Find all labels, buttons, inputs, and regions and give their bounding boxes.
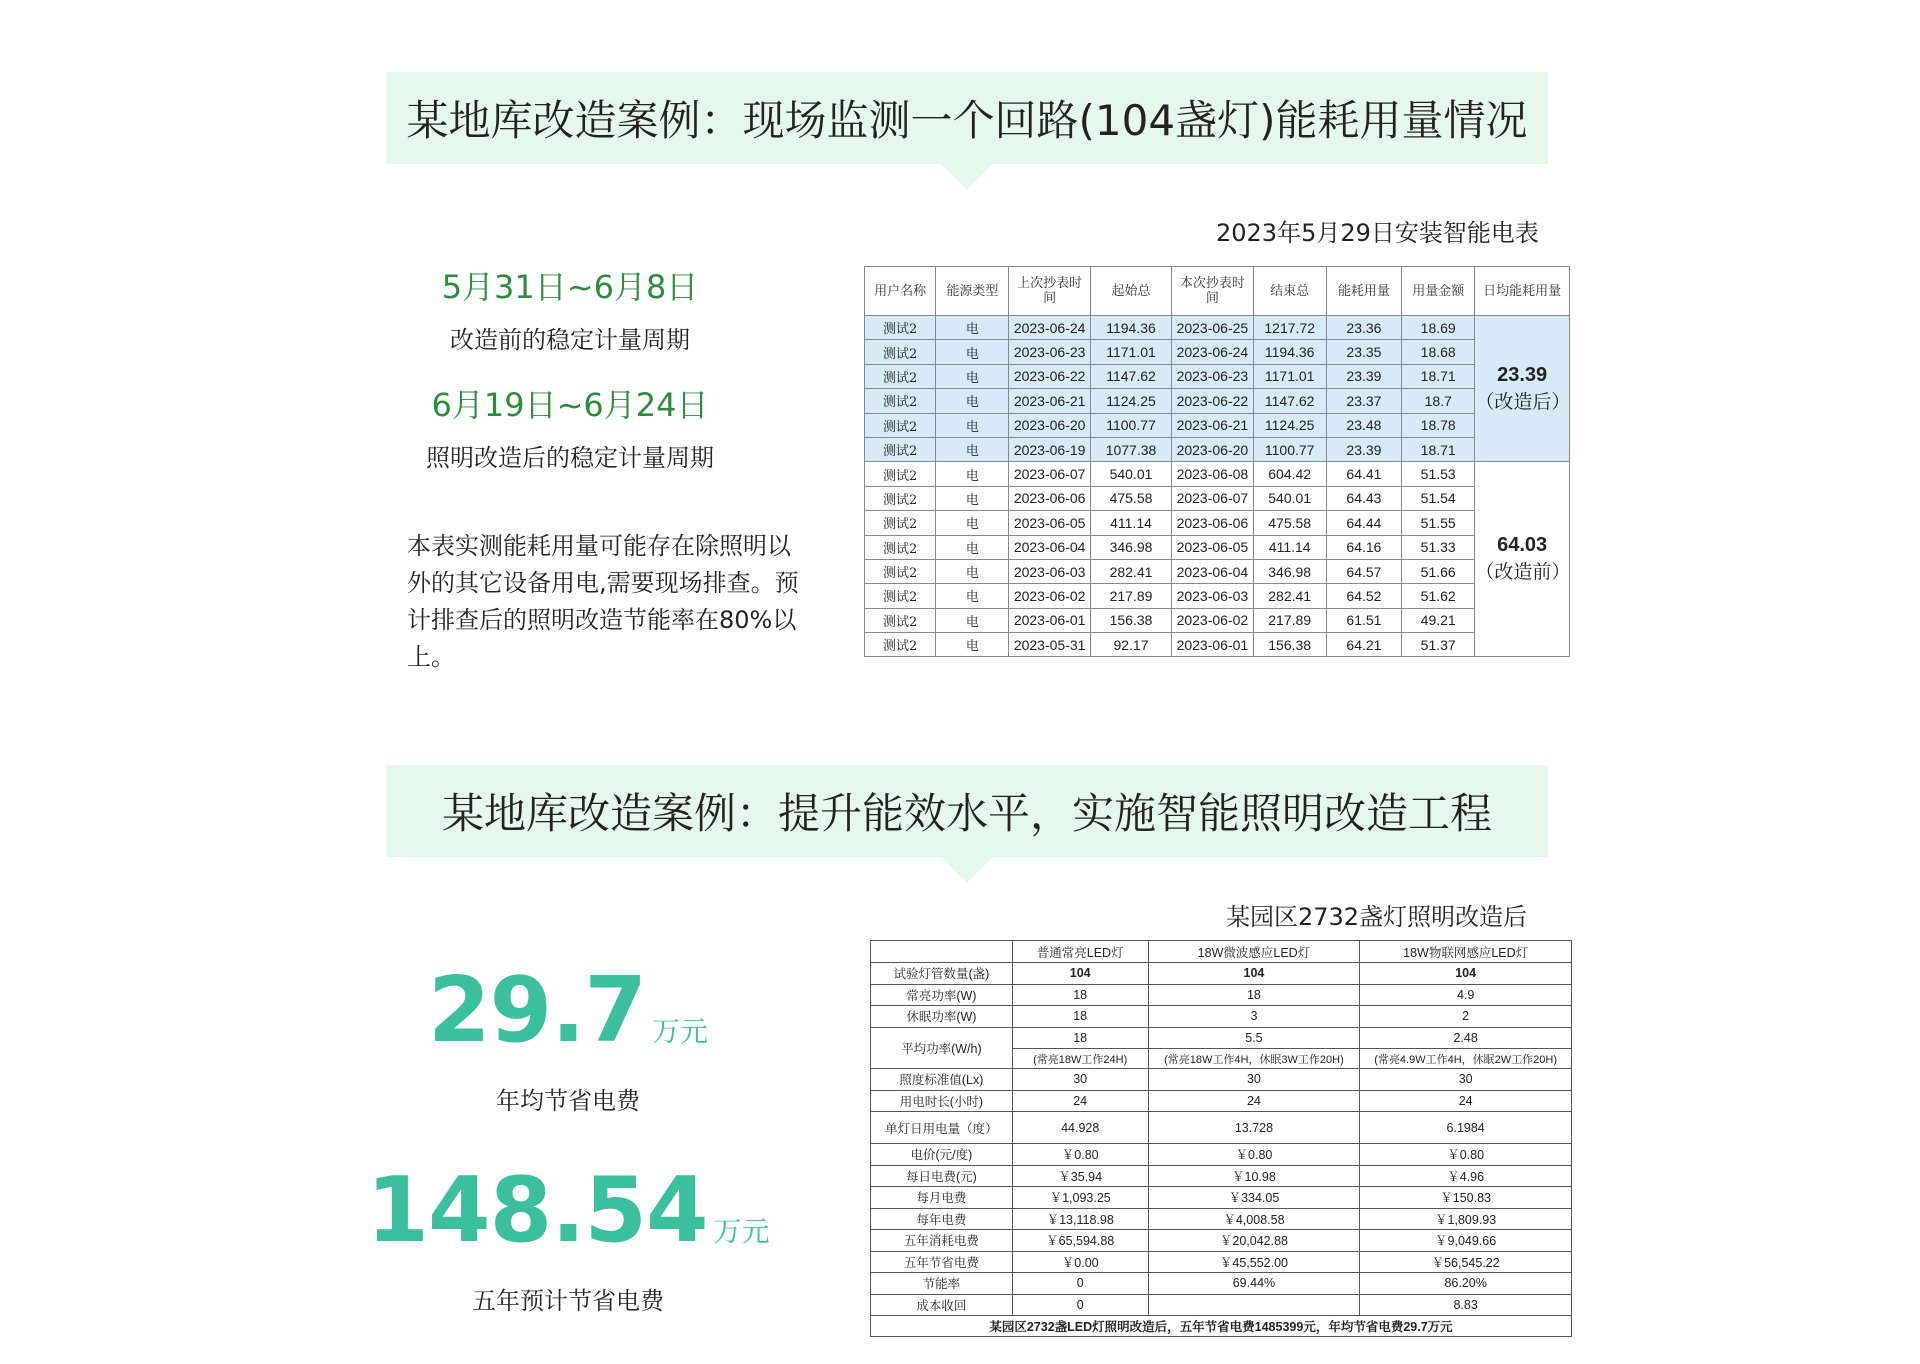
table-cell: 1171.01 (1090, 340, 1171, 364)
col-header: 普通常亮LED灯 (1012, 941, 1148, 963)
row-label: 电价(元/度) (871, 1144, 1013, 1166)
table-cell: 测试2 (865, 559, 936, 583)
period-after-desc: 照明改造后的稳定计量周期 (426, 444, 714, 472)
col-header: 18W微波感应LED灯 (1148, 941, 1360, 963)
table-cell: 23.39 (1326, 364, 1401, 388)
table-cell: ￥1,809.93 (1360, 1208, 1572, 1230)
table-row (865, 535, 1570, 559)
table-cell: 69.44% (1148, 1273, 1360, 1295)
row-label: 试验灯管数量(盏) (871, 963, 1013, 985)
annual-saving-label: 年均节省电费 (496, 1087, 640, 1115)
table-cell: ￥1,093.25 (1012, 1187, 1148, 1209)
table-cell: 2023-06-05 (1172, 535, 1253, 559)
table-cell: 64.41 (1326, 462, 1401, 486)
table-cell: 51.66 (1402, 559, 1475, 583)
table-row (865, 437, 1570, 461)
table-cell: 2023-06-01 (1172, 633, 1253, 657)
table-row (871, 1251, 1572, 1273)
period-before-desc: 改造前的稳定计量周期 (450, 326, 690, 354)
table-cell: 540.01 (1090, 462, 1171, 486)
table-cell: 2023-05-31 (1009, 633, 1090, 657)
table-cell: 104 (1360, 963, 1572, 985)
table-cell: 51.62 (1402, 584, 1475, 608)
table-cell: 5.5 (1148, 1027, 1360, 1049)
table-row (871, 1006, 1572, 1028)
daily-average-label: （改造前） (1475, 561, 1571, 584)
period-before-date: 5月31日~6月8日 (441, 268, 699, 306)
col-header: 用量金额 (1402, 267, 1475, 316)
table-cell: 2023-06-07 (1172, 486, 1253, 510)
table-cell: 104 (1148, 963, 1360, 985)
table-cell: 18.7 (1402, 389, 1475, 413)
table-row (865, 389, 1570, 413)
table-cell: 1194.36 (1090, 316, 1171, 340)
section1-title: 某地库改造案例：现场监测一个回路(104盏灯)能耗用量情况 (406, 96, 1528, 145)
table-cell: 电 (936, 340, 1009, 364)
table-cell: 540.01 (1253, 486, 1326, 510)
row-label: 每日电费(元) (871, 1165, 1013, 1187)
table-row (871, 984, 1572, 1006)
table-cell: 18.78 (1402, 413, 1475, 437)
table-row (871, 1069, 1572, 1091)
table-cell: 282.41 (1090, 559, 1171, 583)
daily-average-value: 23.39 (1497, 363, 1548, 386)
table-cell: 2023-06-01 (1009, 608, 1090, 632)
table-cell: 23.35 (1326, 340, 1401, 364)
table-row (871, 1187, 1572, 1209)
five-year-saving-label: 五年预计节省电费 (472, 1287, 664, 1315)
meter-reading-table (864, 266, 1570, 657)
col-header: 18W物联网感应LED灯 (1360, 941, 1572, 963)
annual-saving-unit: 万元 (652, 1015, 709, 1048)
table-row (871, 1273, 1572, 1295)
table-cell: ￥0.80 (1012, 1144, 1148, 1166)
col-header: 用户名称 (865, 267, 936, 316)
table-cell: 156.38 (1253, 633, 1326, 657)
table-cell: 64.57 (1326, 559, 1401, 583)
park-retrofit-caption: 某园区2732盏灯照明改造后 (1226, 903, 1528, 931)
table-cell: 18.71 (1402, 364, 1475, 388)
table-cell-note: (常亮18W工作4H，休眠3W工作20H) (1148, 1049, 1360, 1069)
table-cell: ￥334.05 (1148, 1187, 1360, 1209)
table-cell: 217.89 (1090, 584, 1171, 608)
table-cell: 2023-06-07 (1009, 462, 1090, 486)
table-cell: 2023-06-23 (1009, 340, 1090, 364)
table-cell: 64.16 (1326, 535, 1401, 559)
col-header: 日均能耗用量 (1475, 267, 1570, 316)
table-cell: 测试2 (865, 535, 936, 559)
table-cell: 475.58 (1090, 486, 1171, 510)
col-header: 能源类型 (936, 267, 1009, 316)
table-row (865, 462, 1570, 486)
table-cell: 2023-06-21 (1009, 389, 1090, 413)
table-cell: 92.17 (1090, 633, 1171, 657)
table-cell: 测试2 (865, 340, 936, 364)
table-row (865, 559, 1570, 583)
table-cell: 24 (1360, 1090, 1572, 1112)
section2-title-banner (386, 765, 1548, 857)
table-cell: ￥4,008.58 (1148, 1208, 1360, 1230)
table-cell: 282.41 (1253, 584, 1326, 608)
table-cell: 0 (1012, 1273, 1148, 1295)
table-cell: 电 (936, 316, 1009, 340)
table-cell: 2023-06-02 (1009, 584, 1090, 608)
table-row (865, 486, 1570, 510)
table-cell: ￥0.80 (1148, 1144, 1360, 1166)
row-label: 成本收回 (871, 1294, 1013, 1316)
table-cell: 1147.62 (1090, 364, 1171, 388)
table-cell: 电 (936, 413, 1009, 437)
table-cell: 2 (1360, 1006, 1572, 1028)
table-cell: 24 (1148, 1090, 1360, 1112)
table-cell: 18.71 (1402, 437, 1475, 461)
table-cell (1148, 1294, 1360, 1316)
table-cell: ￥10.98 (1148, 1165, 1360, 1187)
table-cell: 51.33 (1402, 535, 1475, 559)
five-year-saving (348, 1158, 788, 1316)
table-cell: 18 (1012, 1027, 1148, 1049)
banner-pointer (941, 164, 993, 190)
col-header: 结束总 (1253, 267, 1326, 316)
table-row (865, 584, 1570, 608)
table-cell: 1124.25 (1090, 389, 1171, 413)
table-row (871, 1208, 1572, 1230)
table-cell: 2023-06-24 (1172, 340, 1253, 364)
table-row (865, 340, 1570, 364)
col-header: 起始总 (1090, 267, 1171, 316)
table-row (871, 1230, 1572, 1252)
table-cell: 4.9 (1360, 984, 1572, 1006)
table-cell: 测试2 (865, 437, 936, 461)
table-row (871, 1027, 1572, 1049)
table-cell: 2023-06-06 (1009, 486, 1090, 510)
table-cell: 电 (936, 486, 1009, 510)
table-cell: 411.14 (1253, 535, 1326, 559)
table-cell: 30 (1012, 1069, 1148, 1091)
table-cell: ￥56,545.22 (1360, 1251, 1572, 1273)
table-cell: 61.51 (1326, 608, 1401, 632)
table-row (865, 608, 1570, 632)
table-cell: 电 (936, 584, 1009, 608)
row-label: 平均功率(W/h) (871, 1027, 1013, 1069)
table-cell: 测试2 (865, 486, 936, 510)
table-cell: 18 (1012, 1006, 1148, 1028)
table-cell: 2023-06-24 (1009, 316, 1090, 340)
table-cell: 1217.72 (1253, 316, 1326, 340)
table-cell-note: (常亮18W工作24H) (1012, 1049, 1148, 1069)
table-cell: 23.37 (1326, 389, 1401, 413)
row-label: 休眠功率(W) (871, 1006, 1013, 1028)
row-label: 用电时长(小时) (871, 1090, 1013, 1112)
table-cell: 电 (936, 511, 1009, 535)
table-header-row (871, 941, 1572, 963)
table-cell: ￥65,594.88 (1012, 1230, 1148, 1252)
table-cell: 346.98 (1090, 535, 1171, 559)
table-cell: 104 (1012, 963, 1148, 985)
table-row (871, 1165, 1572, 1187)
table-cell: 2.48 (1360, 1027, 1572, 1049)
table-cell: 2023-06-06 (1172, 511, 1253, 535)
table-cell: 30 (1360, 1069, 1572, 1091)
table-cell: 测试2 (865, 462, 936, 486)
table-cell: ￥0.00 (1012, 1251, 1148, 1273)
table-row (871, 963, 1572, 985)
col-header (871, 941, 1013, 963)
table-row (865, 511, 1570, 535)
table-cell: ￥20,042.88 (1148, 1230, 1360, 1252)
table-cell: 18 (1148, 984, 1360, 1006)
table-cell: 测试2 (865, 608, 936, 632)
table-cell: 1100.77 (1253, 437, 1326, 461)
col-header: 本次抄表时间 (1172, 267, 1253, 316)
table-cell: 64.44 (1326, 511, 1401, 535)
row-label: 单灯日用电量（度） (871, 1112, 1013, 1144)
table-cell-note: (常亮4.9W工作4H，休眠2W工作20H) (1360, 1049, 1572, 1069)
table-cell: 23.36 (1326, 316, 1401, 340)
table-cell: 电 (936, 559, 1009, 583)
table-cell: 64.52 (1326, 584, 1401, 608)
table-cell: 6.1984 (1360, 1112, 1572, 1144)
table-cell: 2023-06-05 (1009, 511, 1090, 535)
table-cell: 217.89 (1253, 608, 1326, 632)
table-cell: 2023-06-04 (1009, 535, 1090, 559)
table-cell: 18.69 (1402, 316, 1475, 340)
table-cell: ￥13,118.98 (1012, 1208, 1148, 1230)
table-cell: 411.14 (1090, 511, 1171, 535)
period-after-date: 6月19日~6月24日 (431, 386, 709, 424)
table-row (865, 413, 1570, 437)
table-row (865, 364, 1570, 388)
table-cell: 测试2 (865, 413, 936, 437)
table-cell: 电 (936, 462, 1009, 486)
table-cell: 电 (936, 608, 1009, 632)
table-cell: 1171.01 (1253, 364, 1326, 388)
table-cell: 2023-06-21 (1172, 413, 1253, 437)
table-cell: 1077.38 (1090, 437, 1171, 461)
table-cell: 测试2 (865, 389, 936, 413)
period-after (360, 380, 780, 473)
table-cell: 475.58 (1253, 511, 1326, 535)
table-cell: 18.68 (1402, 340, 1475, 364)
table-cell: 604.42 (1253, 462, 1326, 486)
table-cell: 2023-06-20 (1009, 413, 1090, 437)
table-row (871, 1294, 1572, 1316)
table-cell: 30 (1148, 1069, 1360, 1091)
five-year-saving-number: 148.54 (366, 1158, 708, 1263)
table-cell: 电 (936, 437, 1009, 461)
table-cell: 3 (1148, 1006, 1360, 1028)
row-label: 常亮功率(W) (871, 984, 1013, 1006)
table-cell: 2023-06-23 (1172, 364, 1253, 388)
annual-saving-number: 29.7 (427, 958, 647, 1063)
table-cell: 测试2 (865, 316, 936, 340)
row-label: 照度标准值(Lx) (871, 1069, 1013, 1091)
table-cell: 64.43 (1326, 486, 1401, 510)
row-label: 每年电费 (871, 1208, 1013, 1230)
table-header-row (865, 267, 1570, 316)
table-cell: 49.21 (1402, 608, 1475, 632)
daily-average-after (1475, 316, 1570, 462)
table-cell: 测试2 (865, 364, 936, 388)
col-header: 能耗用量 (1326, 267, 1401, 316)
table-cell: 51.54 (1402, 486, 1475, 510)
table-cell: 2023-06-08 (1172, 462, 1253, 486)
table-cell: 86.20% (1360, 1273, 1572, 1295)
table-cell: 0 (1012, 1294, 1148, 1316)
table-cell: 电 (936, 535, 1009, 559)
table-cell: 156.38 (1090, 608, 1171, 632)
table-cell: 51.53 (1402, 462, 1475, 486)
row-label: 每月电费 (871, 1187, 1013, 1209)
table-cell: 1147.62 (1253, 389, 1326, 413)
table-cell: 2023-06-04 (1172, 559, 1253, 583)
table-cell: 18 (1012, 984, 1148, 1006)
table-cell: 2023-06-20 (1172, 437, 1253, 461)
meter-install-caption: 2023年5月29日安装智能电表 (1216, 219, 1539, 247)
table-cell: 测试2 (865, 511, 936, 535)
row-label: 节能率 (871, 1273, 1013, 1295)
table-cell: 电 (936, 364, 1009, 388)
table-footer-summary: 某园区2732盏LED灯照明改造后，五年节省电费1485399元，年均节省电费29.7万元 (871, 1316, 1572, 1337)
table-row (865, 633, 1570, 657)
table-cell: 346.98 (1253, 559, 1326, 583)
table-cell: 8.83 (1360, 1294, 1572, 1316)
table-cell: 1100.77 (1090, 413, 1171, 437)
table-cell: 电 (936, 633, 1009, 657)
table-cell: 51.55 (1402, 511, 1475, 535)
table-cell: ￥150.83 (1360, 1187, 1572, 1209)
table-row (871, 1144, 1572, 1166)
daily-average-value: 64.03 (1497, 534, 1548, 557)
table-cell: ￥4.96 (1360, 1165, 1572, 1187)
table-row (865, 316, 1570, 340)
section1-title-banner (386, 72, 1548, 164)
table-cell: 23.48 (1326, 413, 1401, 437)
table-cell: ￥45,552.00 (1148, 1251, 1360, 1273)
measurement-note: 本表实测能耗用量可能存在除照明以外的其它设备用电,需要现场排查。预计排查后的照明改造节能率在80%以上。 (407, 532, 799, 671)
table-row (871, 1090, 1572, 1112)
table-cell: 51.37 (1402, 633, 1475, 657)
table-cell: 13.728 (1148, 1112, 1360, 1144)
row-label: 五年节省电费 (871, 1251, 1013, 1273)
period-before (360, 262, 780, 355)
table-cell: 2023-06-19 (1009, 437, 1090, 461)
table-cell: 44.928 (1012, 1112, 1148, 1144)
table-cell: 23.39 (1326, 437, 1401, 461)
section2-title: 某地库改造案例：提升能效水平，实施智能照明改造工程 (441, 789, 1492, 838)
table-cell: 1124.25 (1253, 413, 1326, 437)
annual-saving (348, 958, 788, 1116)
table-cell: 2023-06-25 (1172, 316, 1253, 340)
five-year-saving-unit: 万元 (713, 1215, 770, 1248)
table-cell: 24 (1012, 1090, 1148, 1112)
table-cell: 电 (936, 389, 1009, 413)
table-cell: ￥9,049.66 (1360, 1230, 1572, 1252)
table-cell: 2023-06-03 (1172, 584, 1253, 608)
table-cell: 2023-06-03 (1009, 559, 1090, 583)
table-cell: 64.21 (1326, 633, 1401, 657)
table-footer-row (871, 1316, 1572, 1337)
table-row (871, 1112, 1572, 1144)
table-cell: ￥0.80 (1360, 1144, 1572, 1166)
row-label: 五年消耗电费 (871, 1230, 1013, 1252)
table-cell: 2023-06-22 (1172, 389, 1253, 413)
table-cell: 测试2 (865, 584, 936, 608)
daily-average-label: （改造后） (1475, 390, 1571, 413)
table-cell: ￥35.94 (1012, 1165, 1148, 1187)
table-cell: 1194.36 (1253, 340, 1326, 364)
table-cell: 2023-06-22 (1009, 364, 1090, 388)
banner-pointer (941, 857, 993, 883)
lamp-comparison-table (870, 940, 1572, 1337)
table-cell: 2023-06-02 (1172, 608, 1253, 632)
daily-average-before (1475, 462, 1570, 657)
col-header: 上次抄表时间 (1009, 267, 1090, 316)
table-cell: 测试2 (865, 633, 936, 657)
